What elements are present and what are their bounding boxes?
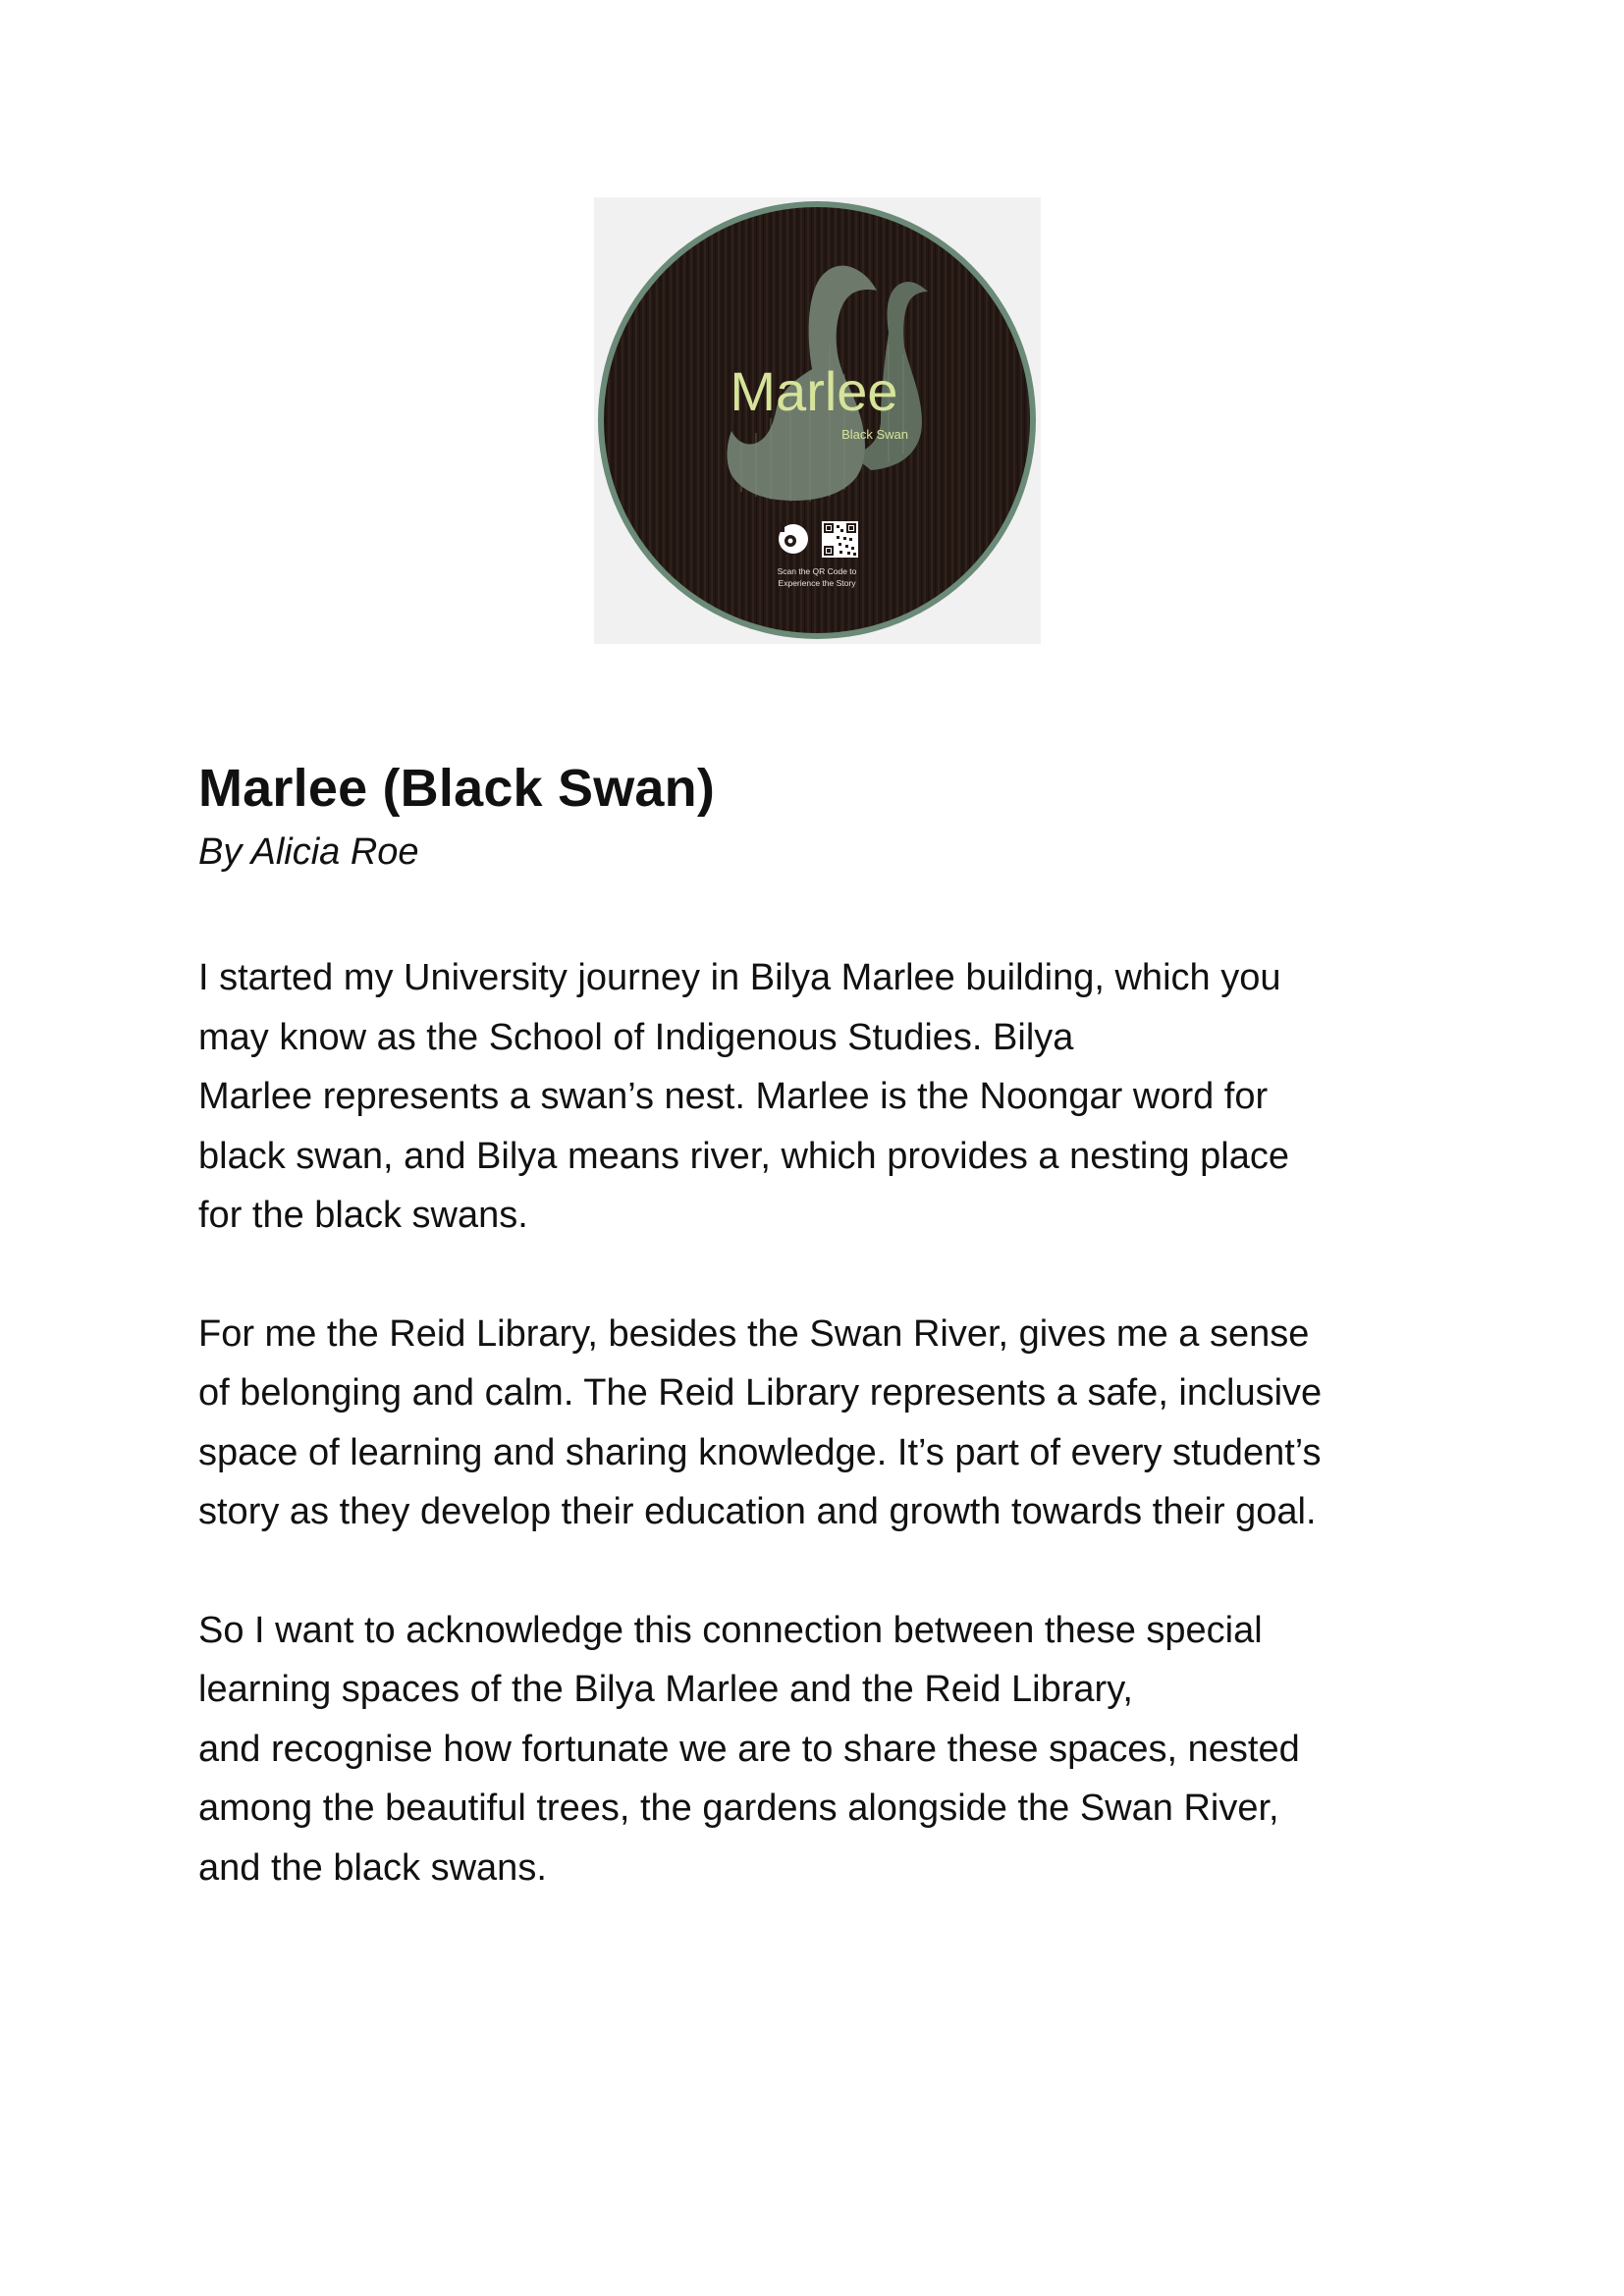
article-title: Marlee (Black Swan) xyxy=(198,759,716,818)
paragraph-line: So I want to acknowledge this connection between these special xyxy=(198,1609,1263,1651)
article xyxy=(198,754,1465,1897)
paragraph-line: black swan, and Bilya means river, which provides a nesting place xyxy=(198,1135,1290,1177)
marlee-logo-svg xyxy=(594,197,1041,644)
article-paragraph-2 xyxy=(198,1305,1465,1542)
marlee-logo-image xyxy=(594,197,1041,644)
paragraph-line: for the black swans. xyxy=(198,1195,528,1236)
article-paragraph-3 xyxy=(198,1601,1465,1898)
paragraph-line: may know as the School of Indigenous Studies. Bilya xyxy=(198,1016,1074,1058)
logo-brand-name: Marlee xyxy=(730,360,898,422)
paragraph-line: and recognise how fortunate we are to share these spaces, nested xyxy=(198,1728,1300,1770)
paragraph-line: story as they develop their education and growth towards their goal. xyxy=(198,1491,1317,1532)
article-paragraph-1 xyxy=(198,948,1465,1246)
paragraph-line: Marlee represents a swan’s nest. Marlee is the Noongar word for xyxy=(198,1076,1269,1117)
logo-brand-subtitle: Black Swan xyxy=(841,427,908,442)
paragraph-line: among the beautiful trees, the gardens alongside the Swan River, xyxy=(198,1788,1279,1829)
paragraph-line: and the black swans. xyxy=(198,1846,547,1889)
paragraph-line: space of learning and sharing knowledge. It’s part of every student’s xyxy=(198,1431,1322,1473)
article-byline: By Alicia Roe xyxy=(198,831,419,873)
paragraph-line: of belonging and calm. The Reid Library represents a safe, inclusive xyxy=(198,1372,1323,1414)
logo-caption-line-1: Scan the QR Code to xyxy=(777,566,857,576)
paragraph-line: I started my University journey in Bilya Marlee building, which you xyxy=(198,957,1281,998)
paragraph-line: For me the Reid Library, besides the Swan River, gives me a sense xyxy=(198,1312,1310,1355)
paragraph-line: learning spaces of the Bilya Marlee and the Reid Library, xyxy=(198,1669,1133,1710)
logo-caption-line-2: Experience the Story xyxy=(778,578,856,588)
qr-code-icon xyxy=(822,521,858,558)
